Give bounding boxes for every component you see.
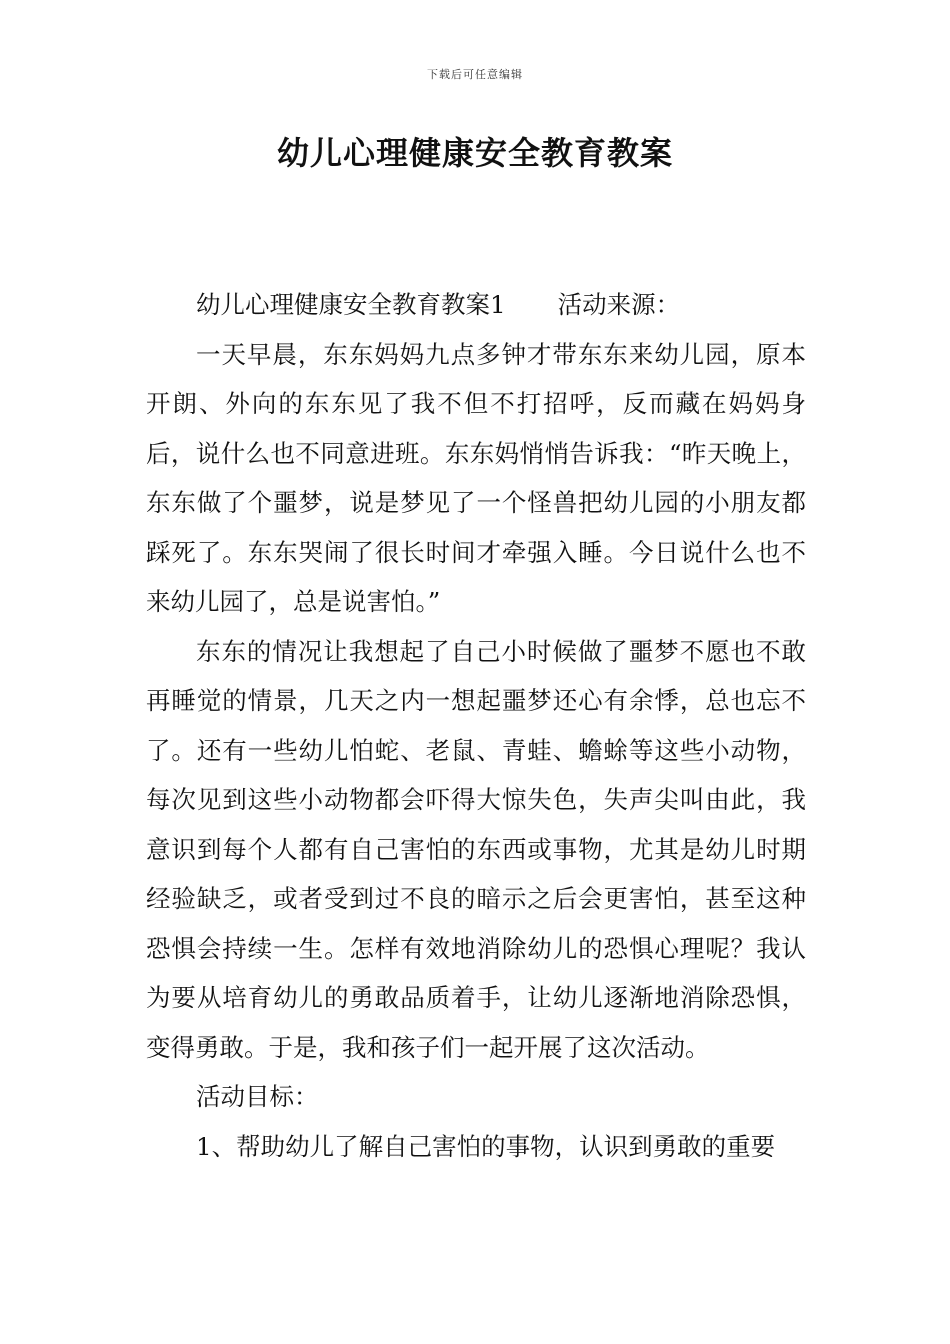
goals-label: 活动目标： <box>196 1082 319 1111</box>
header-note: 下载后可任意编辑 <box>427 68 523 81</box>
paragraph-2: 东东的情况让我想起了自己小时候做了噩梦不愿也不敢再睡觉的情景，几天之内一想起噩梦还心有余悸，总也忘不了。还有一些幼儿怕蛇、老鼠、青蛙、蟾蜍等这些小动物，每次见到这些小动物都会吓得大惊失色，失声尖叫由此，我意识到每个人都有自己害怕的东西或事物，尤其是幼儿时期经验缺乏，或者受到过不良的暗示之后会更害怕，甚至这种恐惧会持续一生。怎样有效地消除幼儿的恐惧心理呢？我认为要从培育幼儿的勇敢品质着手，让幼儿逐渐地消除恐惧，变得勇敢。于是，我和孩子们一起开展了这次活动。 <box>146 636 806 1062</box>
section-heading: 幼儿心理健康安全教育教案1 <box>196 290 506 319</box>
document-body <box>146 280 806 1171</box>
goal-item-1: 1、帮助幼儿了解自己害怕的事物，认识到勇敢的重要 <box>196 1131 776 1161</box>
paragraph-1: 一天早晨，东东妈妈九点多钟才带东东来幼儿园，原本开朗、外向的东东见了我不但不打招呼，反而藏在妈妈身后，说什么也不同意进班。东东妈悄悄告诉我：“昨天晚上，东东做了个噩梦，说是梦见了一个怪兽把幼儿园的小朋友都踩死了。东东哭闹了很长时间才牵强入睡。今日说什么也不来幼儿园了，总是说害怕。” <box>146 339 806 616</box>
section-heading-line <box>146 280 806 330</box>
source-label: 活动来源： <box>557 290 681 319</box>
document-title: 幼儿心理健康安全教育教案 <box>276 134 673 172</box>
